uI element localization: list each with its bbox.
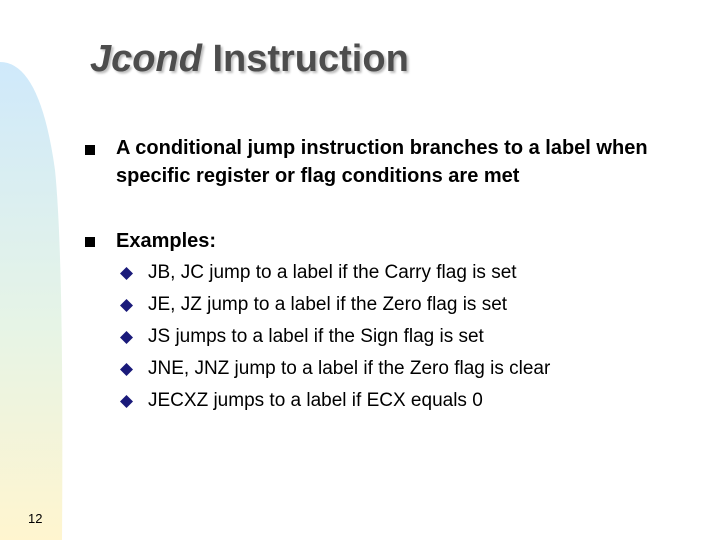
page-number: 12	[28, 511, 43, 526]
sub-bullet-text-5: JECXZ jumps to a label if ECX equals 0	[148, 390, 483, 411]
bullet-text-2: Examples:	[116, 230, 217, 252]
title-rest: Instruction	[201, 38, 409, 80]
sub-bullet-text-3: JS jumps to a label if the Sign flag is set	[148, 326, 484, 347]
sub-bullet-item	[120, 258, 680, 290]
diamond-bullet-icon	[120, 363, 133, 376]
diamond-bullet-icon	[120, 299, 133, 312]
sub-bullet-item	[120, 386, 680, 418]
sub-bullet-item	[120, 322, 680, 354]
bullet-text-1: A conditional jump instruction branches to a label when specific register or flag conditions are met	[116, 137, 648, 187]
diamond-bullet-icon	[120, 331, 133, 344]
sub-bullet-item	[120, 354, 680, 386]
title-italic: Jcond	[90, 38, 202, 80]
bullet-square-icon	[85, 237, 95, 247]
diamond-bullet-icon	[120, 267, 133, 280]
bullet-square-icon	[85, 145, 95, 155]
sub-bullet-text-2: JE, JZ jump to a label if the Zero flag is set	[148, 294, 508, 315]
sub-bullet-item	[120, 290, 680, 322]
sub-bullet-text-1: JB, JC jump to a label if the Carry flag is set	[148, 262, 517, 283]
slide-title	[90, 38, 409, 81]
diamond-bullet-icon	[120, 395, 133, 408]
sub-bullet-text-4: JNE, JNZ jump to a label if the Zero flag is clear	[148, 358, 551, 379]
